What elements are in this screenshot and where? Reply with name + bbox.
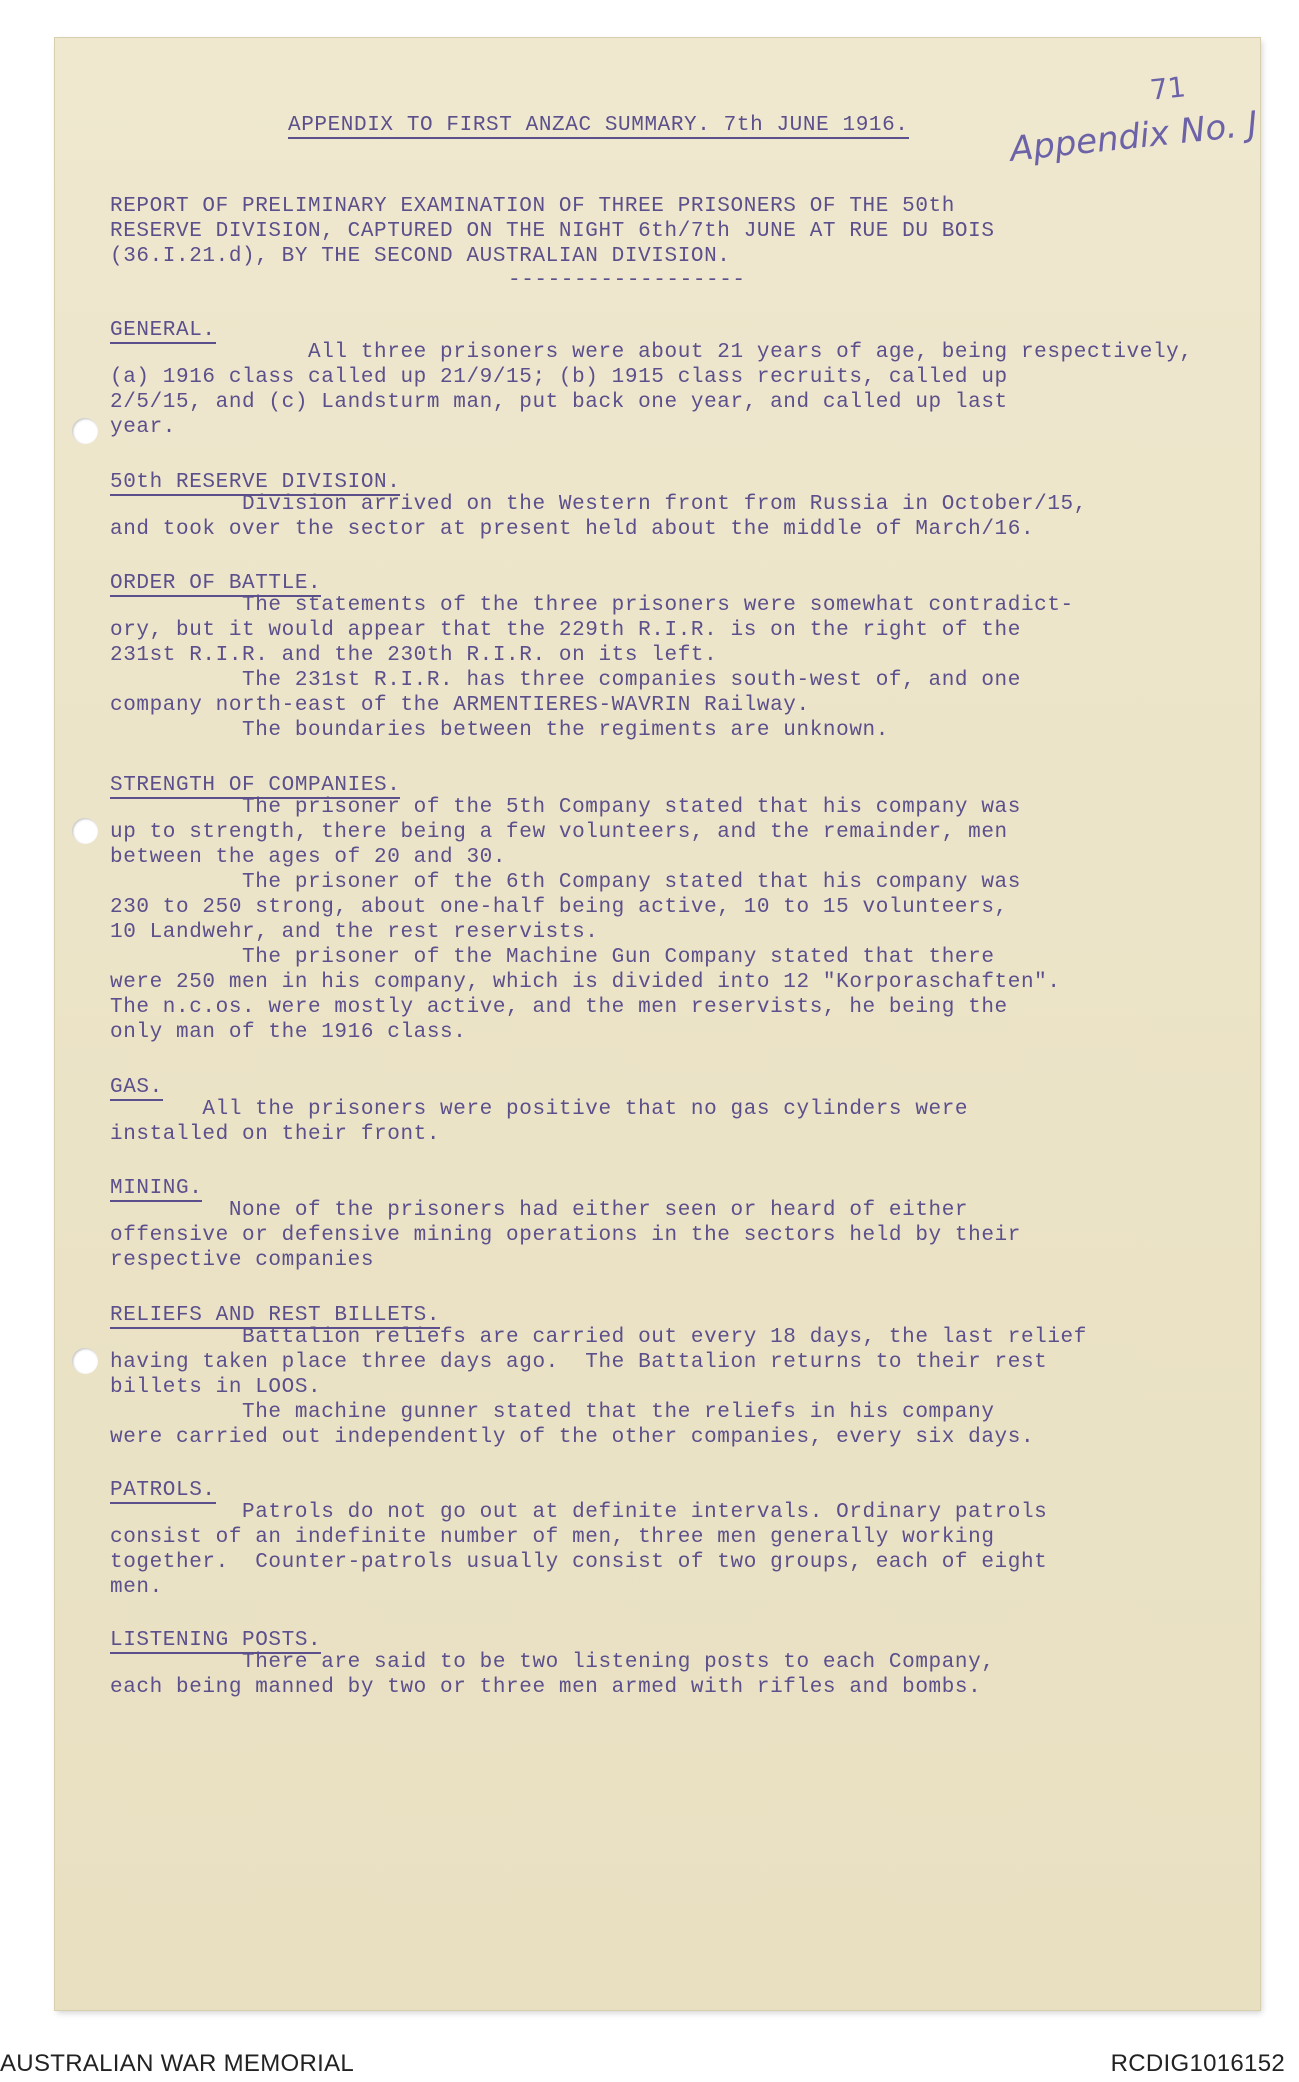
paragraph-line: consist of an indefinite number of men, three men generally working <box>110 1526 995 1549</box>
paragraph-line: 2/5/15, and (c) Landsturm man, put back one year, and called up last <box>110 391 1008 414</box>
paragraph-line: men. <box>110 1576 163 1599</box>
section-heading-listening-posts: LISTENING POSTS. <box>110 1629 322 1652</box>
section-heading-order-of-battle: ORDER OF BATTLE. <box>110 572 322 595</box>
paragraph-line: 231st R.I.R. and the 230th R.I.R. on its left. <box>110 644 718 667</box>
paragraph-line: offensive or defensive mining operations in the sectors held by their <box>110 1224 1021 1247</box>
paragraph-line: together. Counter-patrols usually consist of two groups, each of eight <box>110 1551 1048 1574</box>
paragraph-line: 10 Landwehr, and the rest reservists. <box>110 921 599 944</box>
paragraph-line: only man of the 1916 class. <box>110 1021 467 1044</box>
footer-image-id: RCDIG1016152 <box>1110 2050 1285 2077</box>
paragraph-line: The prisoner of the 6th Company stated that his company was <box>110 871 1021 894</box>
section-heading-reliefs: RELIEFS AND REST BILLETS. <box>110 1304 441 1327</box>
paragraph-line: billets in LOOS. <box>110 1376 322 1399</box>
paragraph-line: ory, but it would appear that the 229th R.I.R. is on the right of the <box>110 619 1021 642</box>
paragraph-line: (a) 1916 class called up 21/9/15; (b) 1915 class recruits, called up <box>110 366 1008 389</box>
paragraph-line: There are said to be two listening posts to each Company, <box>110 1651 995 1674</box>
page-number: 71 <box>1148 70 1188 107</box>
document-title: APPENDIX TO FIRST ANZAC SUMMARY. 7th JUNE 1916. <box>288 114 909 137</box>
section-heading-mining: MINING. <box>110 1177 203 1200</box>
report-line: REPORT OF PRELIMINARY EXAMINATION OF THREE PRISONERS OF THE 50th <box>110 195 955 218</box>
paragraph-line: were carried out independently of the other companies, every six days. <box>110 1426 1035 1449</box>
paragraph-line: The machine gunner stated that the reliefs in his company <box>110 1401 995 1424</box>
punch-hole <box>72 818 98 844</box>
paragraph-line: 230 to 250 strong, about one-half being active, 10 to 15 volunteers, <box>110 896 1008 919</box>
paragraph-line: Patrols do not go out at definite intervals. Ordinary patrols <box>110 1501 1048 1524</box>
paragraph-line: The boundaries between the regiments are unknown. <box>110 719 889 742</box>
report-line: (36.I.21.d), BY THE SECOND AUSTRALIAN DIVISION. <box>110 245 731 268</box>
paragraph-line: The prisoner of the Machine Gun Company stated that there <box>110 946 995 969</box>
section-heading-general: GENERAL. <box>110 319 216 342</box>
paragraph-line: year. <box>110 416 177 439</box>
section-heading-gas: GAS. <box>110 1076 163 1099</box>
paragraph-line: and took over the sector at present held about the middle of March/16. <box>110 518 1035 541</box>
paragraph-line: each being manned by two or three men armed with rifles and bombs. <box>110 1676 982 1699</box>
paragraph-line: having taken place three days ago. The Battalion returns to their rest <box>110 1351 1048 1374</box>
paragraph-line: All the prisoners were positive that no gas cylinders were <box>110 1098 969 1121</box>
paragraph-line: The statements of the three prisoners were somewhat contradict- <box>110 594 1074 617</box>
paragraph-line: Battalion reliefs are carried out every 18 days, the last relief <box>110 1326 1087 1349</box>
paragraph-line: The n.c.os. were mostly active, and the men reservists, he being the <box>110 996 1008 1019</box>
paragraph-line: company north-east of the ARMENTIERES-WAVRIN Railway. <box>110 694 810 717</box>
section-heading-patrols: PATROLS. <box>110 1479 216 1502</box>
paragraph-line: between the ages of 20 and 30. <box>110 846 507 869</box>
paragraph-line: The prisoner of the 5th Company stated that his company was <box>110 796 1021 819</box>
paragraph-line: All three prisoners were about 21 years of age, being respectively, <box>110 341 1193 364</box>
paragraph-line: respective companies <box>110 1249 375 1272</box>
paragraph-line: Division arrived on the Western front from Russia in October/15, <box>110 493 1087 516</box>
footer-archive-name: AUSTRALIAN WAR MEMORIAL <box>0 2050 355 2077</box>
punch-hole <box>72 418 98 444</box>
appendix-annotation: Appendix No. J <box>1008 104 1260 170</box>
paragraph-line: None of the prisoners had either seen or heard of either <box>110 1199 969 1222</box>
paragraph-line: were 250 men in his company, which is divided into 12 "Korporaschaften". <box>110 971 1061 994</box>
separator: ------------------ <box>508 269 746 292</box>
paragraph-line: up to strength, there being a few volunteers, and the remainder, men <box>110 821 1008 844</box>
paragraph-line: The 231st R.I.R. has three companies south-west of, and one <box>110 669 1021 692</box>
punch-hole <box>72 1348 98 1374</box>
report-line: RESERVE DIVISION, CAPTURED ON THE NIGHT 6th/7th JUNE AT RUE DU BOIS <box>110 220 995 243</box>
section-heading-strength: STRENGTH OF COMPANIES. <box>110 774 401 797</box>
paragraph-line: installed on their front. <box>110 1123 441 1146</box>
section-heading-division: 50th RESERVE DIVISION. <box>110 471 401 494</box>
